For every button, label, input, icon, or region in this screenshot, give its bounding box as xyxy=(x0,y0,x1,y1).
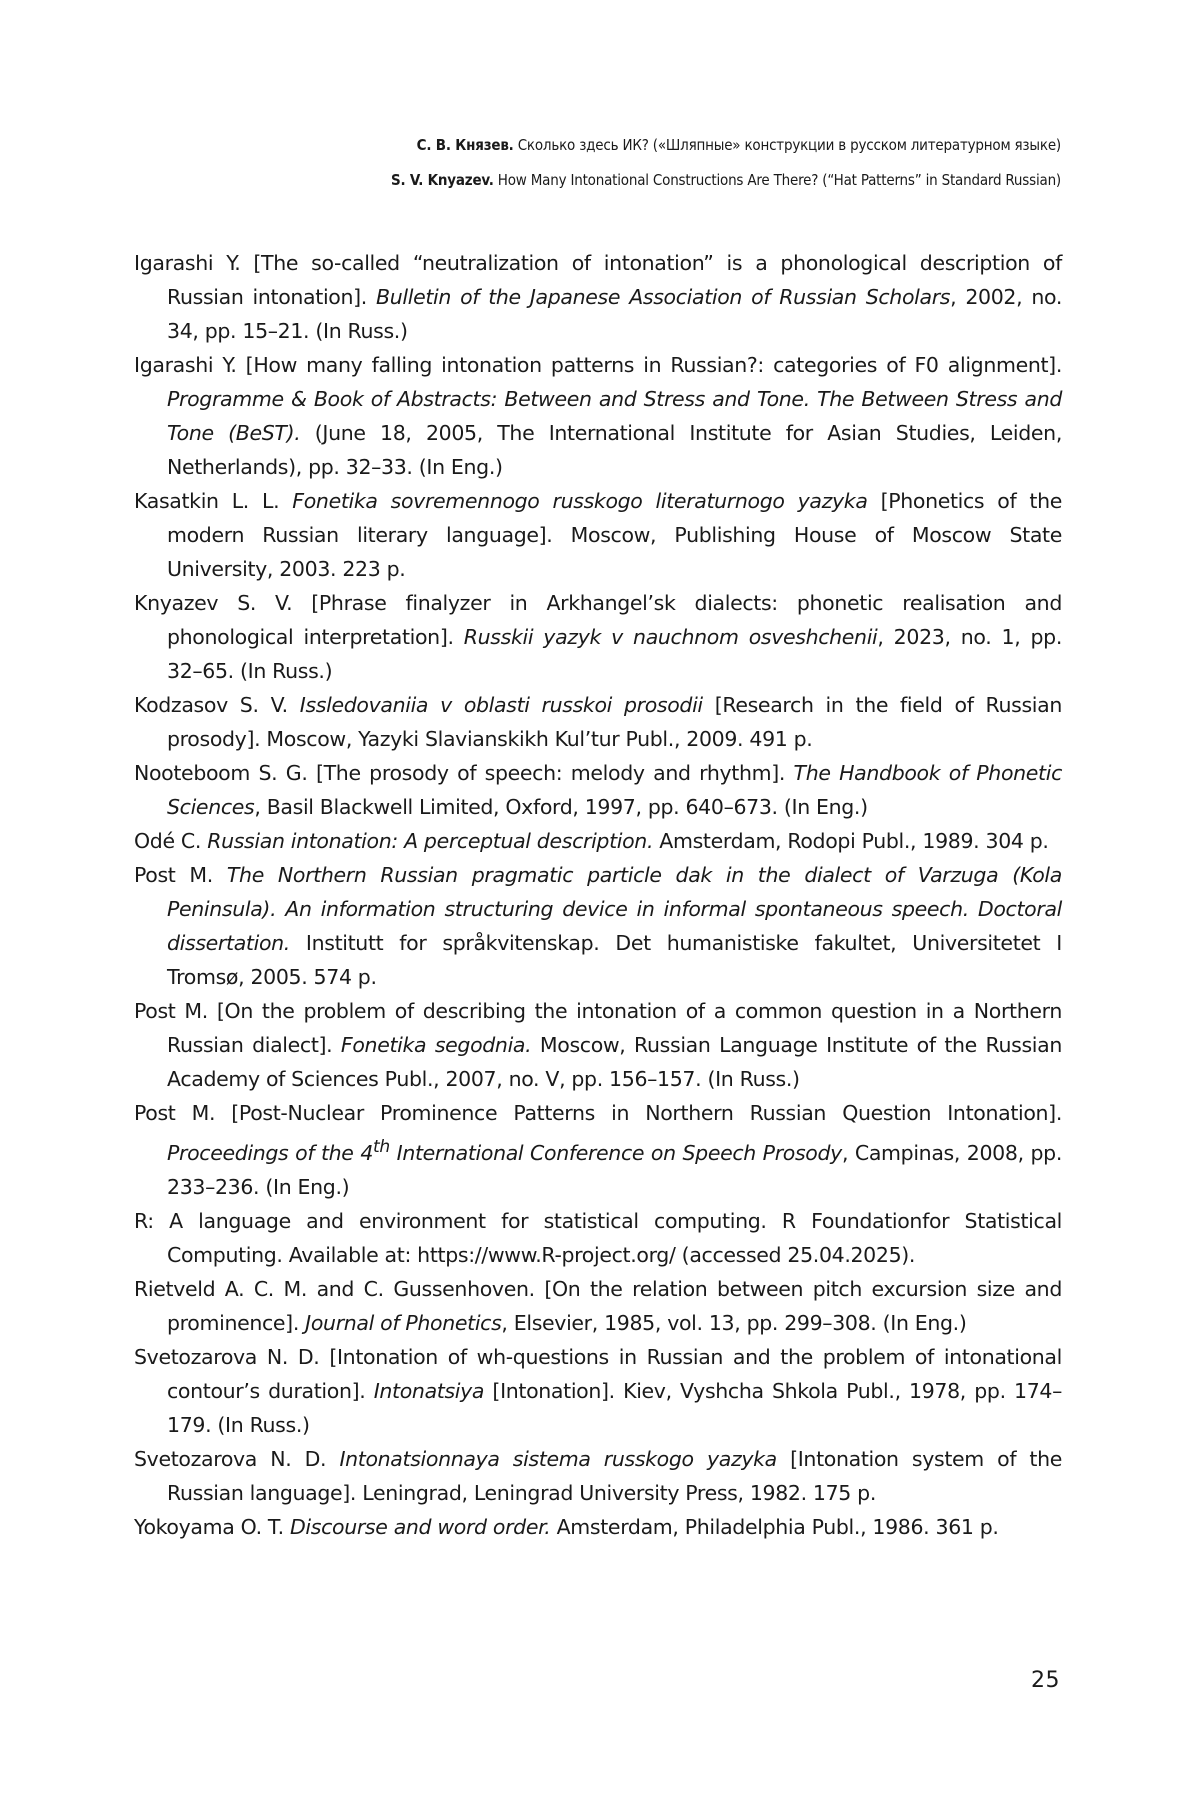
reference-item: Rietveld A. C. M. and C. Gussenhoven. [On the relation between pitch excursion size and prominence]. Journal of Phonetics, Elsevier, 1985, vol. 13, pp. 299–308. (In Eng.) xyxy=(134,1276,1062,1335)
reference-item: Yokoyama O. T. Discourse and word order. Amsterdam, Philadelphia Publ., 1986. 361 p. xyxy=(134,1514,999,1539)
reference-item: Post M. [On the problem of describing the intonation of a common question in a Northern Russian dialect]. Fonetika segodnia. Moscow, Russian Language Institute of the Russian Academy of Sciences Publ., 2007, no. V, pp. 156–157. (In Russ.) xyxy=(134,999,1062,1091)
reference-item: Svetozarova N. D. [Intonation of wh-questions in Russian and the problem of intonational contour’s duration]. Intonatsiya [Intonation]. Kiev, Vyshcha Shkola Publ., 1978, pp. 174–179. (In Russ.) xyxy=(134,1344,1062,1437)
reference-item: Knyazev S. V. [Phrase finalyzer in Arkhangel’sk dialects: phonetic realisation and phonological interpretation]. Russkii yazyk v nauchnom osveshchenii, 2023, no. 1, pp. 32–65. (In Russ.) xyxy=(134,591,1062,683)
reference-item: Nooteboom S. G. [The prosody of speech: melody and rhythm]. The Handbook of Phonetic Sciences, Basil Blackwell Limited, Oxford, 1997, pp. 640–673. (In Eng.) xyxy=(134,761,1062,819)
running-head-en-title: How Many Intonational Constructions Are There? (“Hat Patterns” in Standard Russian) xyxy=(497,171,1061,189)
reference-item: Igarashi Y. [How many falling intonation patterns in Russian?: categories of F0 alignment]. Programme & Book of Abstracts: Between and Stress and Tone. The Between Stress and Tone (BeST). (June 18, 2005, The International Institute for Asian Studies, Leiden, Netherlands), pp. 32–33. (In Eng.) xyxy=(134,353,1062,479)
reference-item: Post M. The Northern Russian pragmatic particle dak in the dialect of Varzuga (Kola Peninsula). An information structuring device in informal spontaneous speech. Doctoral dissertation. Institutt for språkvitenskap. Det humanistiske fakultet, Universitetet I Tromsø, 2005. 574 p. xyxy=(134,863,1062,989)
reference-item: Igarashi Y. [The so-called “neutralization of intonation” is a phonological description of Russian intonation]. Bulletin of the Japanese Association of Russian Scholars, 2002, no. 34, pp. 15–21. (In Russ.) xyxy=(134,251,1063,343)
reference-item: Kasatkin L. L. Fonetika sovremennogo russkogo literaturnogo yazyka [Phonetics of the modern Russian literary language]. Moscow, Publishing House of Moscow State University, 2003. 223 p. xyxy=(134,489,1062,581)
running-head-en xyxy=(391,163,1061,198)
reference-item: Svetozarova N. D. Intonatsionnaya sistema russkogo yazyka [Intonation system of the Russian language]. Leningrad, Leningrad University Press, 1982. 175 p. xyxy=(134,1446,1063,1505)
running-head-ru xyxy=(391,128,1061,163)
reference-list xyxy=(134,246,1062,1544)
running-head xyxy=(391,128,1061,198)
page-number: 25 xyxy=(1031,1668,1060,1693)
reference-item: Post M. [Post-Nuclear Prominence Patterns in Northern Russian Question Intonation]. Proceedings of the 4th International Conference on Speech Prosody, Campinas, 2008, pp. 233–236. (In Eng.) xyxy=(134,1101,1062,1199)
running-head-ru-title: Сколько здесь ИК? («Шляпные» конструкции в русском литературном языке) xyxy=(517,136,1061,154)
running-head-en-author: S. V. Knyazev. xyxy=(390,171,494,189)
running-head-ru-author: С. В. Князев. xyxy=(416,136,514,154)
reference-item: R: A language and environment for statistical computing. R Foundationfor Statistical Computing. Available at: https://www.R-project.org/ (accessed 25.04.2025). xyxy=(134,1208,1062,1267)
reference-item: Odé C. Russian intonation: A perceptual description. Amsterdam, Rodopi Publ., 1989. 304 p. xyxy=(134,829,1049,853)
reference-item: Kodzasov S. V. Issledovaniia v oblasti russkoi prosodii [Research in the field of Russian prosody]. Moscow, Yazyki Slavianskikh Kul’tur Publ., 2009. 491 p. xyxy=(134,693,1062,751)
